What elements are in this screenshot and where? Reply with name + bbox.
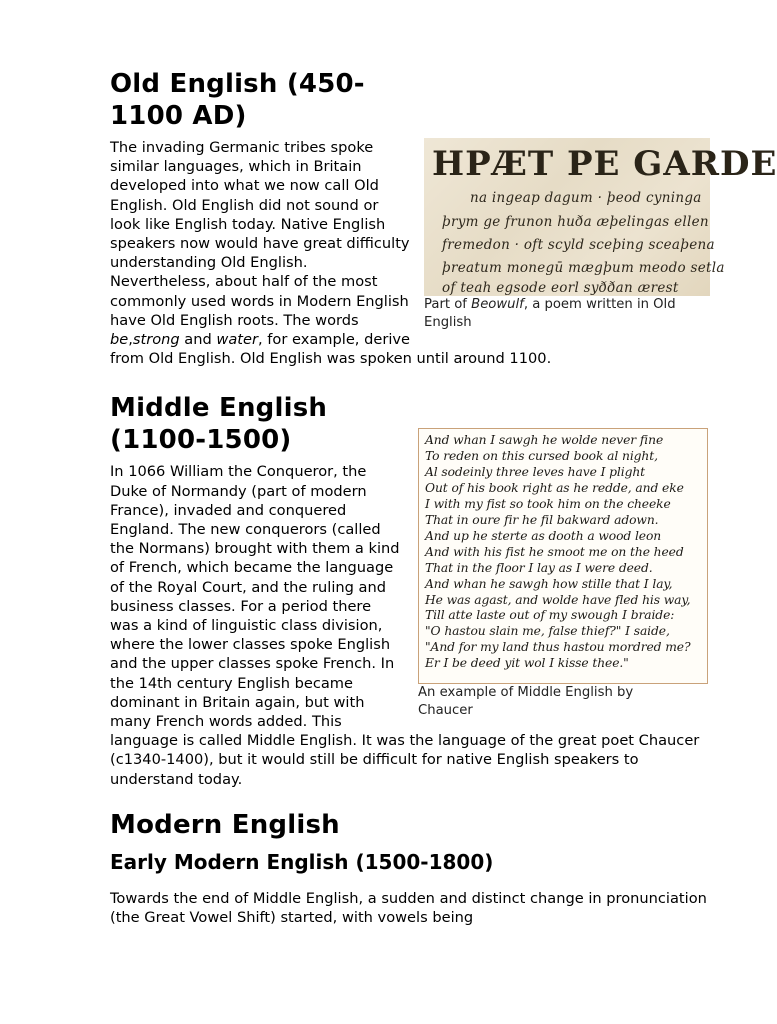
heading-modern-english: Modern English: [110, 809, 340, 840]
verse-line: And up he sterte as dooth a wood leon: [425, 528, 662, 543]
heading-old-english: Old English (450-1100 AD): [110, 69, 365, 131]
verse-line: That in the floor I lay as I were deed.: [425, 560, 653, 575]
section-modern-english: [110, 809, 710, 927]
verse-line: And whan he sawgh how stille that I lay,: [425, 576, 673, 591]
manuscript-line: fremedon · oft scyld sceþing sceaþena: [442, 237, 715, 253]
paragraph-middle-english: In 1066 William the Conqueror, the Duke of Normandy (part of modern France), invaded and conquered England. The new conquerors (called the Normans) brought with them a kind of French, which became the language of the Royal Court, and the ruling and business classes. For a period there was a kind of linguistic class division, where the lower classes spoke English and the upper classes spoke French. In the 14th century English became dominant in Britain again, but with many French words added. This language is called Middle English. It was the language of the great poet Chaucer (c1340-1400), but it would still be difficult for native English speakers to understand today.: [110, 463, 700, 788]
verse-line: He was agast, and wolde have fled his way,: [425, 592, 691, 607]
figure-chaucer: [418, 428, 710, 720]
manuscript-line: þreatum monegū mægþum meodo setla: [442, 260, 725, 276]
paragraph-early-modern-english: Towards the end of Middle English, a sudden and distinct change in pronunciation (the Great Vowel Shift) started, with vowels being: [110, 889, 707, 927]
caption-beowulf: [424, 296, 710, 332]
figure-beowulf: [424, 138, 777, 332]
caption-text: , a poem written in Old English: [424, 297, 676, 330]
example-word: water: [216, 331, 258, 349]
manuscript-line: þrym ge frunon huða æþelingas ellen: [442, 214, 709, 230]
paragraph-text: The invading Germanic tribes spoke similar languages, which in Britain developed into what we now call Old English. Old English did not sound or look like English today. Native English speakers now would have great difficulty understanding Old English. Nevertheless, about half of the most commonly used words in Modern English have Old English roots. The words: [110, 139, 410, 329]
verse-line: "And for my land thus hastou mordred me?: [425, 640, 691, 655]
section-middle-english: [110, 392, 710, 788]
verse-line: Er I be deed yit wol I kisse thee.": [425, 656, 629, 671]
example-word: be: [110, 331, 129, 349]
paragraph-text: , for example, derive from Old English. Old English was spoken until around 1100.: [110, 331, 552, 368]
beowulf-manuscript-image: [424, 138, 777, 296]
manuscript-title-glyphs: HPÆT PE GARDE: [432, 144, 777, 184]
caption-chaucer: An example of Middle English by Chaucer: [418, 685, 634, 719]
heading-middle-english: Middle English (1100-1500): [110, 393, 328, 456]
chaucer-text-image: [418, 428, 708, 684]
verse-line: Till atte laste out of my swough I braide:: [425, 608, 675, 623]
verse-line: To reden on this cursed book al night,: [425, 449, 658, 464]
paragraph-old-english: The invading Germanic tribes spoke similar languages, which in Britain developed into what we now call Old English. Old English did not sound or look like English today. Native English speakers now would have great difficulty understanding Old English. Nevertheless, about half of the most commonly used words in Modern English have Old English roots. The words be,strong and water, for example, derive from Old English. Old English was spoken until around 1100.: [110, 139, 552, 368]
manuscript-line: na ingeap dagum · þeod cyninga: [470, 190, 702, 206]
article: [110, 68, 777, 927]
section-old-english: [110, 68, 777, 368]
verse-line: "O hastou slain me, false thief?" I saide,: [425, 624, 670, 639]
caption-title: Beowulf: [471, 297, 524, 312]
heading-early-modern-english: Early Modern English (1500-1800): [110, 849, 494, 874]
verse-line: I with my fist so took him on the cheeke: [425, 497, 671, 512]
paragraph-text: and: [179, 331, 217, 349]
verse-line: Al sodeinly three leves have I plight: [425, 465, 646, 480]
manuscript-line: of teah egsode eorl syððan ærest: [442, 280, 679, 296]
caption-text: Part of: [424, 297, 472, 312]
verse-line: Out of his book right as he redde, and eke: [425, 481, 684, 496]
example-word: strong: [132, 331, 180, 349]
verse-line: That in oure fir he fil bakward adown.: [425, 512, 659, 527]
verse-line: And whan I sawgh he wolde never fine: [425, 433, 664, 448]
verse-line: And with his fist he smoot me on the heed: [425, 544, 684, 559]
